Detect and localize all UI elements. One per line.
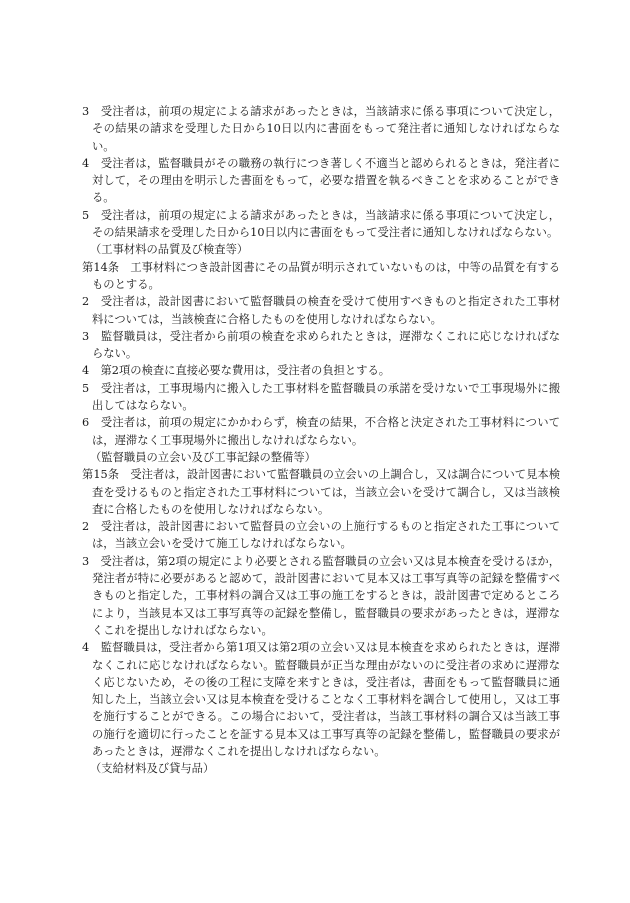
article-14-caption: （工事材料の品質及び検査等）: [90, 243, 249, 257]
article-15-caption: （監督職員の立会い及び工事記録の整備等）: [90, 450, 316, 464]
article-15-paragraph-1: 第15条 受注者は，設計図書において監督職員の立会いの上調合し，又は調合について見本検査を受けるものと指定された工事材料については，当該立会いを受けて調合し，又は当該検査に合格したものを使用しなければならない。: [82, 468, 560, 516]
document-page: [82, 103, 560, 778]
paragraph-13-4: 4 受注者は，監督職員がその職務の執行につき著しく不適当と認められるときは，発注者に対して，その理由を明示した書面をもって，必要な措置を執るべきことを求めることができる。: [82, 156, 560, 205]
paragraph-14-6: 6 受注者は，前項の規定にかかわらず，検査の結果，不合格と決定された工事材料については，遅滞なく工事現場外に搬出しなければならない。: [82, 416, 560, 447]
paragraph-13-3: 3 受注者は，前項の規定による請求があったときは，当該請求に係る事項について決定し，その結果の請求を受理した日から10日以内に書面をもって発注者に通知しなければならない。: [82, 105, 560, 153]
article-16-caption: （支給材料及び貸与品）: [90, 762, 215, 776]
paragraph-15-2: 2 受注者は，設計図書において監督員の立会いの上施行するものと指定された工事については，当該立会いを受けて施工しなければならない。: [82, 520, 560, 551]
paragraph-15-4: 4 監督職員は，受注者から第1項又は第2項の立会い又は見本検査を求められたときは，遅滞なくこれに応じなければならない。監督職員が正当な理由がないのに受注者の求めに遅滞なく応じないため，その後の工程に支障を来すときは，受注者は，書面をもって監督職員に通知した上，当該立会い又は見本検査を受けることなく工事材料を調合して使用し，又は工事を施行することができる。この場合において，受注者は，当該工事材料の調合又は当該工事の施行を適切に行ったことを証する見本又は工事写真等の記録を整備し，監督職員の要求があったときは，遅滞なくこれを提出しなければならない。: [82, 641, 560, 758]
article-14-paragraph-1: 第14条 工事材料につき設計図書にその品質が明示されていないものは，中等の品質を有するものとする。: [82, 260, 560, 291]
paragraph-14-5: 5 受注者は，工事現場内に搬入した工事材料を監督職員の承諾を受けないで工事現場外に搬出してはならない。: [82, 381, 560, 413]
paragraph-14-3: 3 監督職員は，受注者から前項の検査を求められたときは，遅滞なくこれに応じなければならない。: [82, 329, 560, 361]
paragraph-15-3: 3 受注者は，第2項の規定により必要とされる監督職員の立会い又は見本検査を受けるほか，発注者が特に必要があると認めて，設計図書において見本又は工事写真等の記録を整備すべきものと指定した，工事材料の調合又は工事の施工をするときは，設計図書で定めるところにより，当該見本又は工事写真等の記録を整備し，監督職員の要求があったときは，遅滞なくこれを提出しなければならない。: [82, 554, 560, 637]
paragraph-14-4: 4 第2項の検査に直接必要な費用は，受注者の負担とする。: [82, 364, 391, 378]
paragraph-14-2: 2 受注者は，設計図書において監督職員の検査を受けて使用すべきものと指定された工事材料については，当該検査に合格したものを使用しなければならない。: [82, 295, 560, 326]
paragraph-13-5: 5 受注者は，前項の規定による請求があったときは，当該請求に係る事項について決定し，その結果請求を受理した日から10日以内に書面をもって受注者に通知しなければならない。: [82, 208, 560, 240]
